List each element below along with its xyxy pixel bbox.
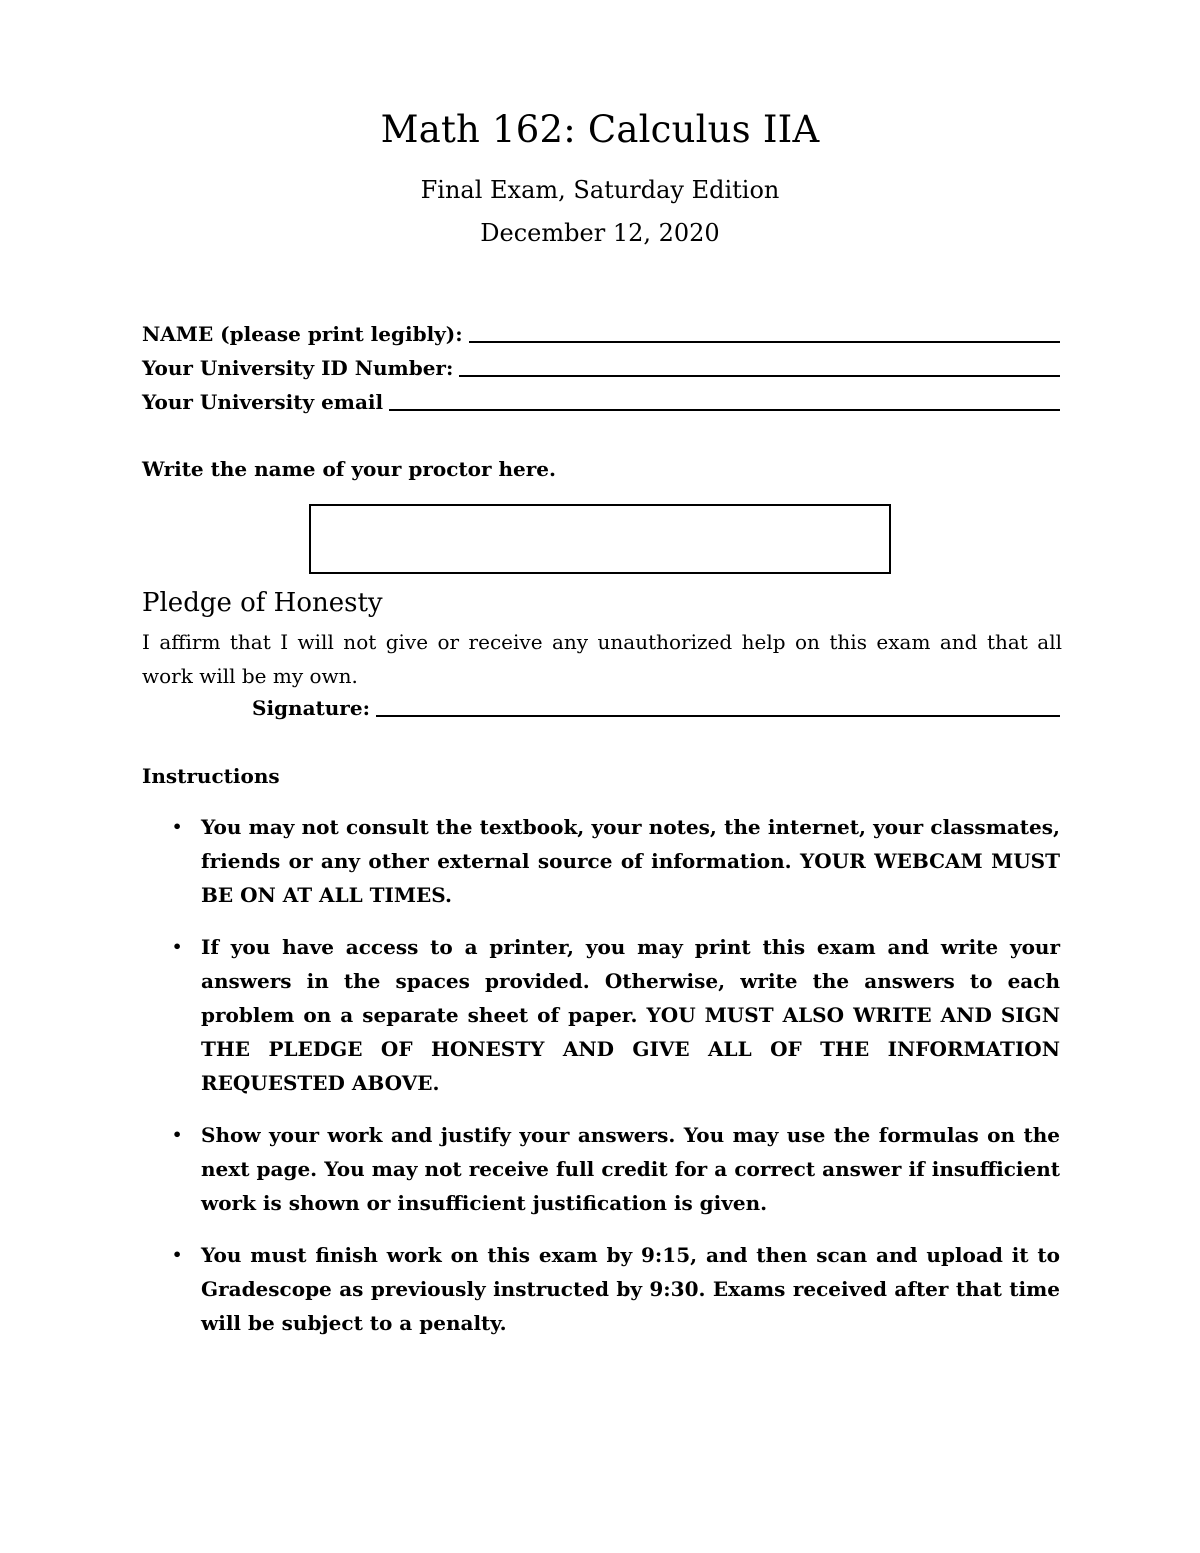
instructions-heading: Instructions (142, 764, 280, 788)
name-field-label: NAME (please print legibly): (142, 322, 463, 346)
instruction-text: Show your work and justify your answers. You may use the formulas on the next page. You may not receive full credit for a correct answer if insufficient work is shown or insufficient justification is given. (201, 1123, 1060, 1215)
list-item (172, 930, 1060, 1100)
email-blank-line[interactable] (389, 408, 1060, 411)
signature-label: Signature: (252, 696, 370, 720)
pledge-heading: Pledge of Honesty (142, 588, 383, 618)
list-item (172, 1118, 1060, 1220)
name-field[interactable] (142, 321, 1060, 347)
list-item (172, 1238, 1060, 1340)
id-field[interactable] (142, 355, 1060, 381)
instruction-text: You must finish work on this exam by 9:15, and then scan and upload it to Gradescope as previously instructed by 9:30. Exams received after that time will be subject to a penalty. (201, 1243, 1060, 1335)
list-item (172, 810, 1060, 912)
instruction-text: You may not consult the textbook, your notes, the internet, your classmates, friends or any other external source of information. YOUR WEBCAM MUST BE ON AT ALL TIMES. (201, 815, 1060, 907)
proctor-name-box[interactable] (309, 504, 891, 574)
signature-blank-line[interactable] (376, 714, 1060, 717)
bullet-icon: • (172, 817, 183, 836)
name-blank-line[interactable] (469, 340, 1060, 343)
email-field[interactable] (142, 389, 1060, 415)
email-field-label: Your University email (142, 390, 384, 414)
bullet-icon: • (172, 937, 183, 956)
exam-subtitle: Final Exam, Saturday Edition (420, 176, 780, 204)
instructions-list (172, 810, 1060, 1358)
id-field-label: Your University ID Number: (142, 356, 454, 380)
proctor-label: Write the name of your proctor here. (142, 457, 556, 481)
pledge-text: I affirm that I will not give or receive any unauthorized help on this exam and that all work will be my own. (142, 630, 1062, 688)
bullet-icon: • (172, 1125, 183, 1144)
signature-field[interactable] (252, 695, 1060, 721)
instruction-text: If you have access to a printer, you may print this exam and write your answers in the spaces provided. Otherwise, write the answers to each problem on a separate sheet of paper. YOU MUST ALSO WRITE AND SIGN THE PLEDGE OF HONESTY AND GIVE ALL OF THE INFORMATION REQUESTED ABOVE. (201, 935, 1060, 1095)
id-blank-line[interactable] (459, 374, 1060, 377)
bullet-icon: • (172, 1245, 183, 1264)
exam-date: December 12, 2020 (480, 219, 720, 247)
exam-title: Math 162: Calculus IIA (380, 108, 820, 151)
